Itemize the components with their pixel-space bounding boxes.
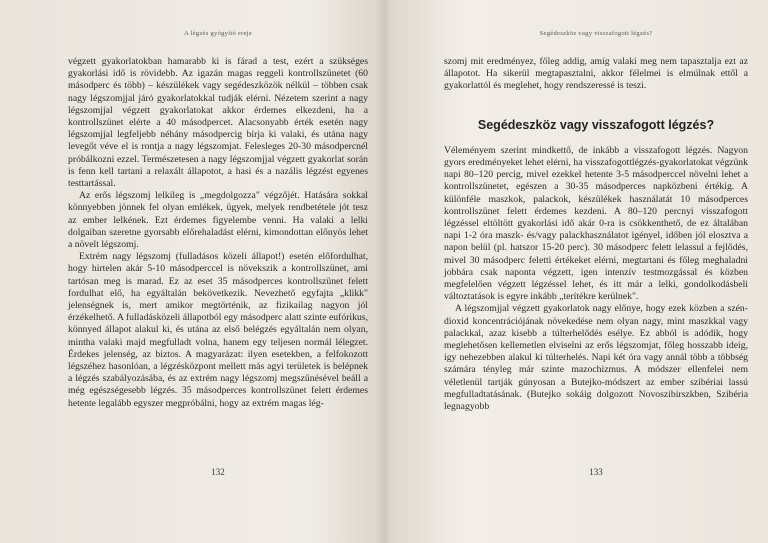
right-page [384, 0, 768, 543]
paragraph: A légszomjjal végzett gyakorlatok nagy előnye, hogy ezek közben a szén-dioxid koncentrációjának növekedése nem olyan nagy, mint maszkkal vagy palackkal, azaz kisebb a túlterhelődés esélye. Ez abból is adódik, hogy meglehetősen kellemetlen elviselni az erős légszomjat, főleg hosszabb ideig, így nehezebben alakul ki túlterhelés. Napi két óra vagy annál több a többség számára tényleg már szinte mazochizmus. A módszer ellenfelei nem véletlenül tartják gúnyosan a Butejko-módszert az ember szibériai lassú megfulladtatásának. (Butejko sokáig dolgozott Novoszibirszkben, Szibéria legnagyobb [444, 303, 748, 413]
right-page-body [444, 56, 748, 413]
left-page-body [68, 56, 368, 410]
page-number-right: 133 [589, 467, 603, 477]
page-number-left: 132 [211, 467, 225, 477]
paragraph: végzett gyakorlatokban hamarabb ki is fárad a test, ezért a szükséges gyakorlási idő is rövidebb. Az igazán magas reggeli kontrollszünetet (60 másodperc és több) – készülékek vagy segédeszközök nélkül – többen csak nagy légszomjjal járó gyakorlatokkal tudják elérni. Nézetem szerint a nagy légszomjjal végzett gyakorlatokat akkor érdemes elkezdeni, ha a kontrollszünet elérte a 40 másodpercet. Alacsonyabb érték esetén nagy légszomjjal legfeljebb néhány másodpercig bírja ki valaki, és utána nagy levegőt véve el is rontja a nagy légszomjat. Felesleges 20-30 másodpercnél próbálkozni ezzel. Természetesen a nagy légszomjjal végzett gyakorlat során is fenn kell tartani a relaxált állapotot, a hasi és a nazális légzést egyenes testtartással. [68, 56, 368, 190]
running-head-right: Segédeszköz vagy visszafogott légzés? [539, 30, 653, 37]
paragraph: Az erős légszomj lelkileg is „megdolgozza" végzőjét. Hatására sokkal könnyebben jönnek fel olyan emlékek, ügyek, melyek rendbetétele jót tesz az ember lelkének. Ezt érdemes figyelembe venni. Ha valaki a lelki dolgaiban szeretne gyorsabb előrehaladást elérni, kimondottan előnyös lehet a növelt légszomj. [68, 190, 368, 251]
paragraph: Extrém nagy légszomj (fulladásos közeli állapot!) esetén előfordulhat, hogy hirtelen akár 5-10 másodperccel is növekszik a kontrollszünet, ami tartósan meg is marad. Ez az eset 35 másodperces kontrollszünet felett fordulhat elő, ha egyáltalán bekövetkezik. Nevezhető egyfajta „klikk" jelenségnek is, mert amikor megtörténik, az fizikailag nagyon jól érzékelhető. A fulladásközeli állapotból egy másodperc alatt szinte eufórikus, könnyed állapot alakul ki, és utána az első belégzés egyáltalán nem olyan, mintha valaki majd megfulladt volna, hanem egy teljesen normál lélegzet. Érdekes jelenség, az biztos. A magyarázat: ilyen esetekben, a felfokozott légszéhez hasonlóan, a légzésközpont mellett más agyi területek is belépnek a légzés szabályozásába, és az extrém nagy légszomj megszűnésével beáll a még egészségesebb légzés. 35 másodperces kontrollszünet felett érdemes hetente legalább egyszer megpróbálni, hogy az extrém magas lég- [68, 251, 368, 409]
section-heading: Segédeszköz vagy visszafogott légzés? [477, 117, 715, 132]
running-head-left: A légzés gyógyító ereje [183, 30, 253, 37]
paragraph: szomj mit eredményez, főleg addig, amíg valaki meg nem tapasztalja ezt az állapotot. Ha sikerül megtapasztalni, akkor félelmei is elmúlnak ettől a gyakorlattól és meglehet, hogy rendszeressé is teszi. [444, 56, 748, 92]
paragraph: Véleményem szerint mindkettő, de inkább a visszafogott légzés. Nagyon gyors eredményeket lehet elérni, ha visszafogottlégzés-gyakorlatokat végzünk napi 80–120 percig, mivel ezekkel hetente 3-5 másodperccel növelni lehet a kontrollszünetet, egészen a 30-35 másodperces napközbeni értékig. A különféle maszkok, palackok, készülékek használatát 10 másodperces kontrollszünet felett érdemes kezdeni. A 80–120 percnyi visszafogott légzéssel eltöltött gyakorlási idő akár 0-ra is csökkenthető, de ez általában napi 1-2 óra maszk- és/vagy palackhasználatot igényel, időben jól elosztva a napon belül (pl. hatszor 15-20 perc). 30 másodperc felett lelassul a fejlődés, mivel 30 másodperc feletti értékeket elérni, megtartani és főleg meghaladni jobbára csak naponta végzett, igen intenzív testmozgással és közben megfelelően végzett légzéssel lehet, és itt már a lelki, gondolkodásbeli változtatások is egyre inkább „terítékre kerülnek". [444, 144, 748, 303]
